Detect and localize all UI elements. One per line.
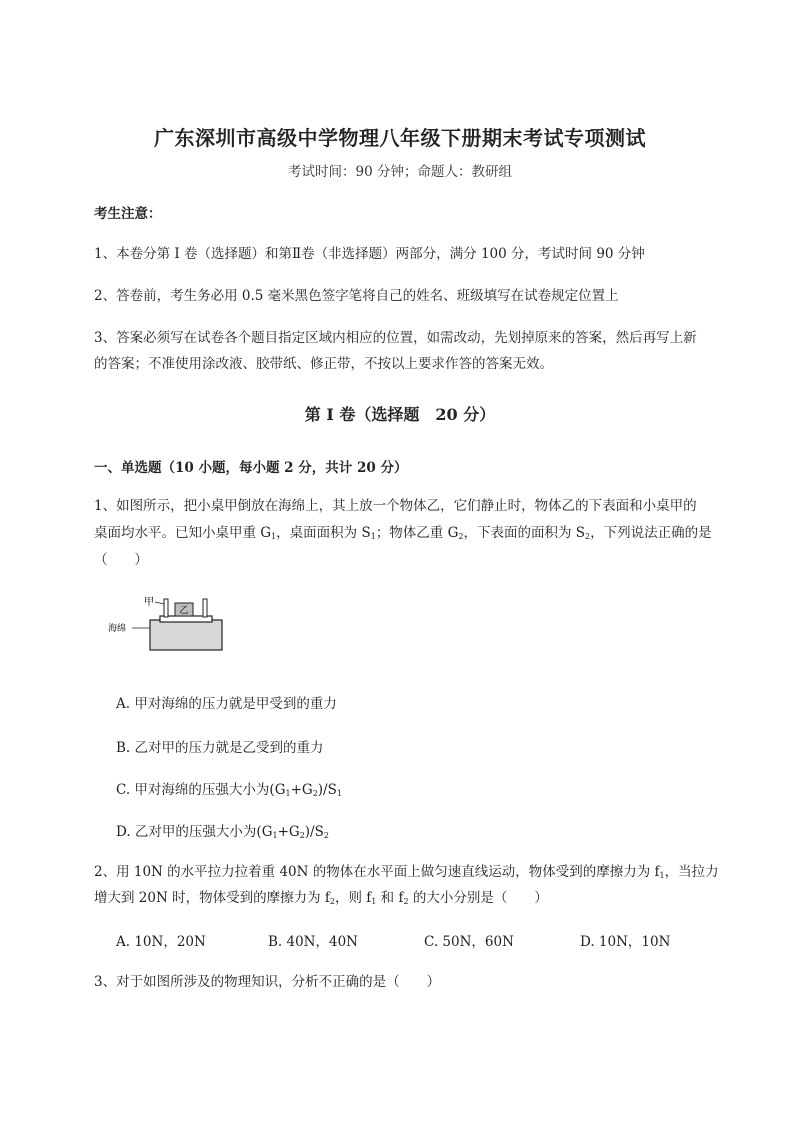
q2-option-b[interactable]: B. 40N，40N (268, 934, 358, 950)
q1-line3: （ ） (94, 552, 148, 568)
label-sponge: 海绵 (108, 624, 127, 634)
notice-item-3: 3、答案必须写在试卷各个题目指定区域内相应的位置，如需改动，先划掉原来的答案，然后再写上新 (94, 330, 697, 346)
page-title: 广东深圳市高级中学物理八年级下册期末考试专项测试 (154, 126, 646, 150)
q1-line1: 1、如图所示，把小桌甲倒放在海绵上，其上放一个物体乙，它们静止时，物体乙的下表面和小桌甲的 (94, 498, 697, 514)
notice-item-3-cont: 的答案；不准使用涂改液、胶带纸、修正带，不按以上要求作答的答案无效。 (94, 356, 553, 372)
q1-option-b[interactable]: B. 乙对甲的压力就是乙受到的重力 (116, 740, 324, 756)
q1-option-c[interactable]: C. 甲对海绵的压强大小为$(G_1+G_2)/S_1$ (116, 782, 342, 798)
part-title: 一、单选题（10 小题，每小题 2 分，共计 20 分） (94, 460, 408, 476)
notice-item-1: 1、本卷分第 I 卷（选择题）和第Ⅱ卷（非选择题）两部分，满分 100 分，考试时间 90 分钟 (94, 246, 645, 262)
q2-option-d[interactable]: D. 10N，10N (580, 934, 671, 950)
exam-subtitle: 考试时间：90 分钟；命题人：教研组 (288, 164, 512, 180)
notice-heading: 考生注意： (94, 206, 162, 222)
q3-line1: 3、对于如图所涉及的物理知识，分析不正确的是（ ） (94, 974, 441, 990)
label-yi: 乙 (179, 606, 189, 616)
q2-option-c[interactable]: C. 50N，60N (424, 934, 514, 950)
q1-figure (104, 592, 234, 658)
section-title: 第 I 卷（选择题 20 分） (304, 405, 496, 424)
sponge-table-diagram (104, 592, 234, 654)
label-jia: 甲 (144, 597, 154, 608)
q2-line1: 2、用 10N 的水平拉力拉着重 40N 的物体在水平面上做匀速直线运动，物体受到的摩擦力为 $f_1$，当拉力 (94, 864, 719, 880)
q2-option-a[interactable]: A. 10N，20N (116, 934, 206, 950)
q2-line2: 增大到 20N 时，物体受到的摩擦力为 $f_2$，则 $f_1$ 和 $f_2$ 的大小分别是（ ） (94, 890, 548, 906)
q1-option-a[interactable]: A. 甲对海绵的压力就是甲受到的重力 (116, 696, 337, 712)
notice-item-2: 2、答卷前，考生务必用 0.5 毫米黑色签字笔将自己的姓名、班级填写在试卷规定位置上 (94, 288, 619, 304)
q1-line2: 桌面均水平。已知小桌甲重 $G_1$，桌面面积为 $S_1$；物体乙重 $G_2$，下表面的面积为 $S_2$，下列说法正确的是 (94, 525, 712, 541)
q1-option-d[interactable]: D. 乙对甲的压强大小为$(G_1+G_2)/S_2$ (116, 824, 329, 840)
